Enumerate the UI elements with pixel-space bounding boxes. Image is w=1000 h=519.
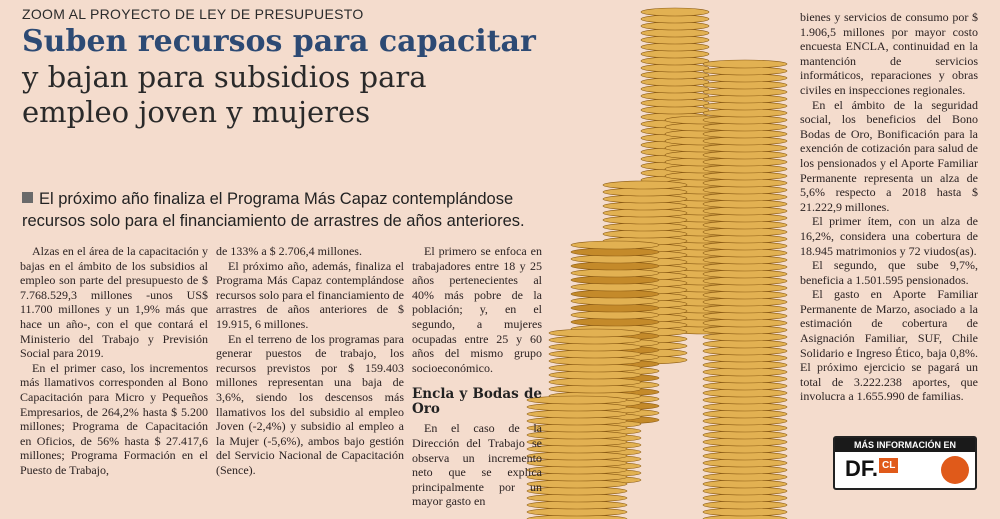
paragraph: El primero se enfoca en trabajadores entre 18 y 25 años pertenecientes al 40% más pobre de la población; y, en el segundo, a mujeres ocupadas entre 25 y 60 años del mismo grupo socioeconómico. (412, 244, 542, 375)
column-1 (20, 244, 208, 478)
section-subhead: Encla y Bodas de Oro (412, 386, 542, 418)
coin-stacks-image (515, 0, 805, 519)
pointing-hand-icon (941, 456, 969, 484)
paragraph: El gasto en Aporte Familiar Permanente de Marzo, asociado a la estimación de cobertura de Asignación Familiar, SUF, Chile Solidario e Ingreso Ético, baja 0,8%. El próximo ejercicio se pagará un total de 3.222.238 aportes, que involucra a 1.655.990 de familias. (800, 287, 978, 404)
headline (22, 24, 582, 130)
deck (22, 188, 562, 232)
badge-label: MÁS INFORMACIÓN EN (835, 438, 975, 452)
column-4 (800, 10, 978, 404)
df-logo: DF. CL (845, 456, 898, 482)
kicker: ZOOM AL PROYECTO DE LEY DE PRESUPUESTO (22, 6, 364, 22)
paragraph: En el terreno de los programas para generar puestos de trabajo, los recursos previstos por $ 159.403 millones representan una baja de 3,6%, siendo los descensos más llamativos los del subsidio al empleo Joven (-2,4%) y subsidio al empleo a la Mujer (-5,6%), ambos bajo gestión del Servicio Nacional de Capacitación (Sence). (216, 331, 404, 477)
column-3 (412, 244, 542, 509)
paragraph: En el primer caso, los incrementos más llamativos corresponden al Bono Capacitación para Micro y Pequeños Empresarios, de 264,2% hasta $ 5.200 millones; Programa de Capacitación en Oficios, de 56% hasta $ 27.417,6 millones; Programa Formación en el Puesto de Trabajo, (20, 360, 208, 477)
coin (527, 396, 627, 404)
paragraph: El primer ítem, con un alza de 16,2%, considera una cobertura de 18.945 matrimonios y 72 viudos(as). (800, 214, 978, 258)
headline-line-2: y bajan para subsidios para (22, 60, 427, 94)
paragraph: bienes y servicios de consumo por $ 1.906,5 millones por mayor costo encuesta ENCLA, continuidad en la mantención de servicios informáticos, reparaciones y obras civiles en inspecciones regionales. (800, 10, 978, 97)
paragraph: Alzas en el área de la capacitación y bajas en el ámbito de los subsidios al empleo son parte del presupuesto de $ 7.768.529,3 millones -unos US$ 11.700 millones y un 1,9% más que hace un año-, con el que contará el Ministerio del Trabajo y Previsión Social para 2019. (20, 244, 208, 361)
headline-line-1: Suben recursos para capacitar (22, 24, 536, 59)
coin (641, 8, 709, 16)
headline-line-3: empleo joven y mujeres (22, 95, 371, 129)
paragraph: En el caso de la Dirección del Trabajo se observa un incremento neto que se explica principalmente por un mayor gasto en (412, 421, 542, 509)
deck-text: El próximo año finaliza el Programa Más Capaz contemplándose recursos solo para el financiamiento de arrastres de años anteriores. (22, 190, 525, 230)
coin (571, 241, 659, 249)
paragraph: El segundo, que sube 9,7%, beneficia a 1.501.595 pensionados. (800, 258, 978, 287)
coin (703, 60, 787, 68)
coin (549, 329, 641, 337)
paragraph: El próximo año, además, finaliza el Programa Más Capaz contemplándose recursos solo para el financiamiento de arrastres de años anteriores de $ 19.915, 6 millones. (216, 258, 404, 331)
coin (603, 181, 687, 189)
paragraph: En el ámbito de la seguridad social, los beneficios del Bono Bodas de Oro, Bonificación para la exención de cotización para salud de los pensionados y el Aporte Familiar Permanente representa un alza de 5,6% respecto a 2018 hasta $ 21.222,9 millones. (800, 97, 978, 214)
column-2 (216, 244, 404, 478)
paragraph: de 133% a $ 2.706,4 millones. (216, 244, 362, 258)
more-info-badge[interactable] (833, 436, 977, 490)
bullet-square-icon (22, 192, 33, 203)
